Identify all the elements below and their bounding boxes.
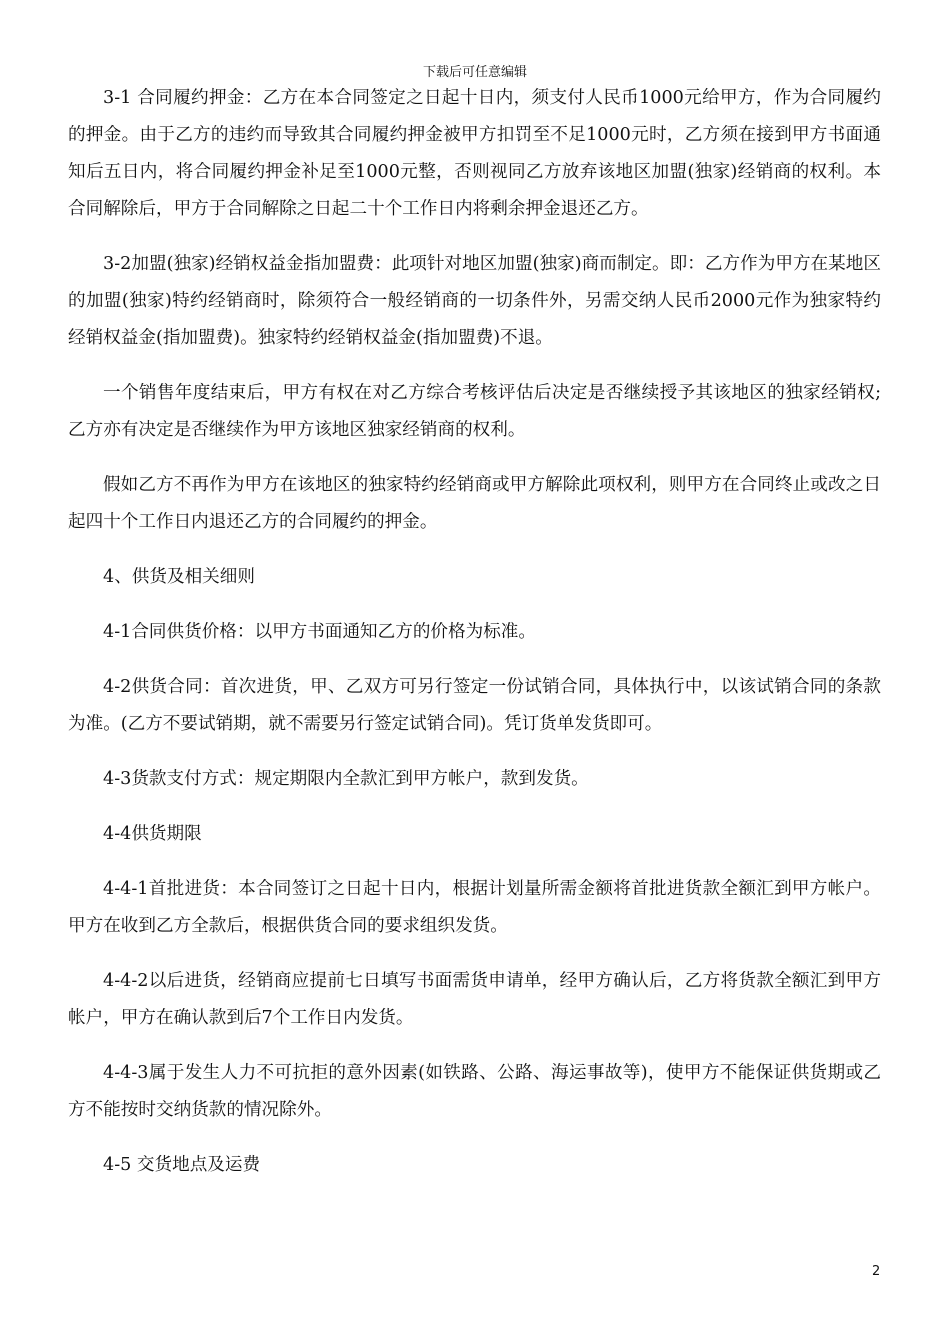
paragraph-4-4-1: 4-4-1首批进货：本合同签订之日起十日内，根据计划量所需金额将首批进货款全额汇到甲方帐户。甲方在收到乙方全款后，根据供货合同的要求组织发货。 <box>68 879 881 936</box>
paragraph-4-4-3: 4-4-3属于发生人力不可抗拒的意外因素(如铁路、公路、海运事故等)，使甲方不能保证供货期或乙方不能按时交纳货款的情况除外。 <box>68 1063 881 1120</box>
section-heading-4: 4、供货及相关细则 <box>103 567 255 587</box>
paragraph-3-2: 3-2加盟(独家)经销权益金指加盟费：此项针对地区加盟(独家)商而制定。即：乙方作为甲方在某地区的加盟(独家)特约经销商时，除须符合一般经销商的一切条件外，另需交纳人民币2000元作为独家特约经销权益金(指加盟费)。独家特约经销权益金(指加盟费)不退。 <box>68 254 881 348</box>
paragraph-4-5: 4-5 交货地点及运费 <box>103 1155 261 1175</box>
paragraph-annual-review: 一个销售年度结束后，甲方有权在对乙方综合考核评估后决定是否继续授予其该地区的独家经销权;乙方亦有决定是否继续作为甲方该地区独家经销商的权利。 <box>68 383 881 440</box>
page-header: 下载后可任意编辑 <box>422 65 527 80</box>
paragraph-deposit-refund: 假如乙方不再作为甲方在该地区的独家特约经销商或甲方解除此项权利，则甲方在合同终止或改之日起四十个工作日内退还乙方的合同履约的押金。 <box>68 475 881 532</box>
paragraph-4-4: 4-4供货期限 <box>103 824 202 844</box>
paragraph-4-3: 4-3货款支付方式：规定期限内全款汇到甲方帐户，款到发货。 <box>103 769 589 789</box>
paragraph-3-1: 3-1 合同履约押金：乙方在本合同签定之日起十日内，须支付人民币1000元给甲方，作为合同履约的押金。由于乙方的违约而导致其合同履约押金被甲方扣罚至不足1000元时，乙方须在接到甲方书面通知后五日内，将合同履约押金补足至1000元整，否则视同乙方放弃该地区加盟(独家)经销商的权利。本合同解除后，甲方于合同解除之日起二十个工作日内将剩余押金退还乙方。 <box>68 88 881 219</box>
page-number: 2 <box>872 1264 881 1279</box>
paragraph-4-4-2: 4-4-2以后进货，经销商应提前七日填写书面需货申请单，经甲方确认后，乙方将货款全额汇到甲方帐户，甲方在确认款到后7个工作日内发货。 <box>68 971 881 1028</box>
paragraph-4-2: 4-2供货合同：首次进货，甲、乙双方可另行签定一份试销合同，具体执行中，以该试销合同的条款为准。(乙方不要试销期，就不需要另行签定试销合同)。凭订货单发货即可。 <box>68 677 881 734</box>
paragraph-4-1: 4-1合同供货价格：以甲方书面通知乙方的价格为标准。 <box>103 622 536 642</box>
document-body <box>68 80 881 1202</box>
